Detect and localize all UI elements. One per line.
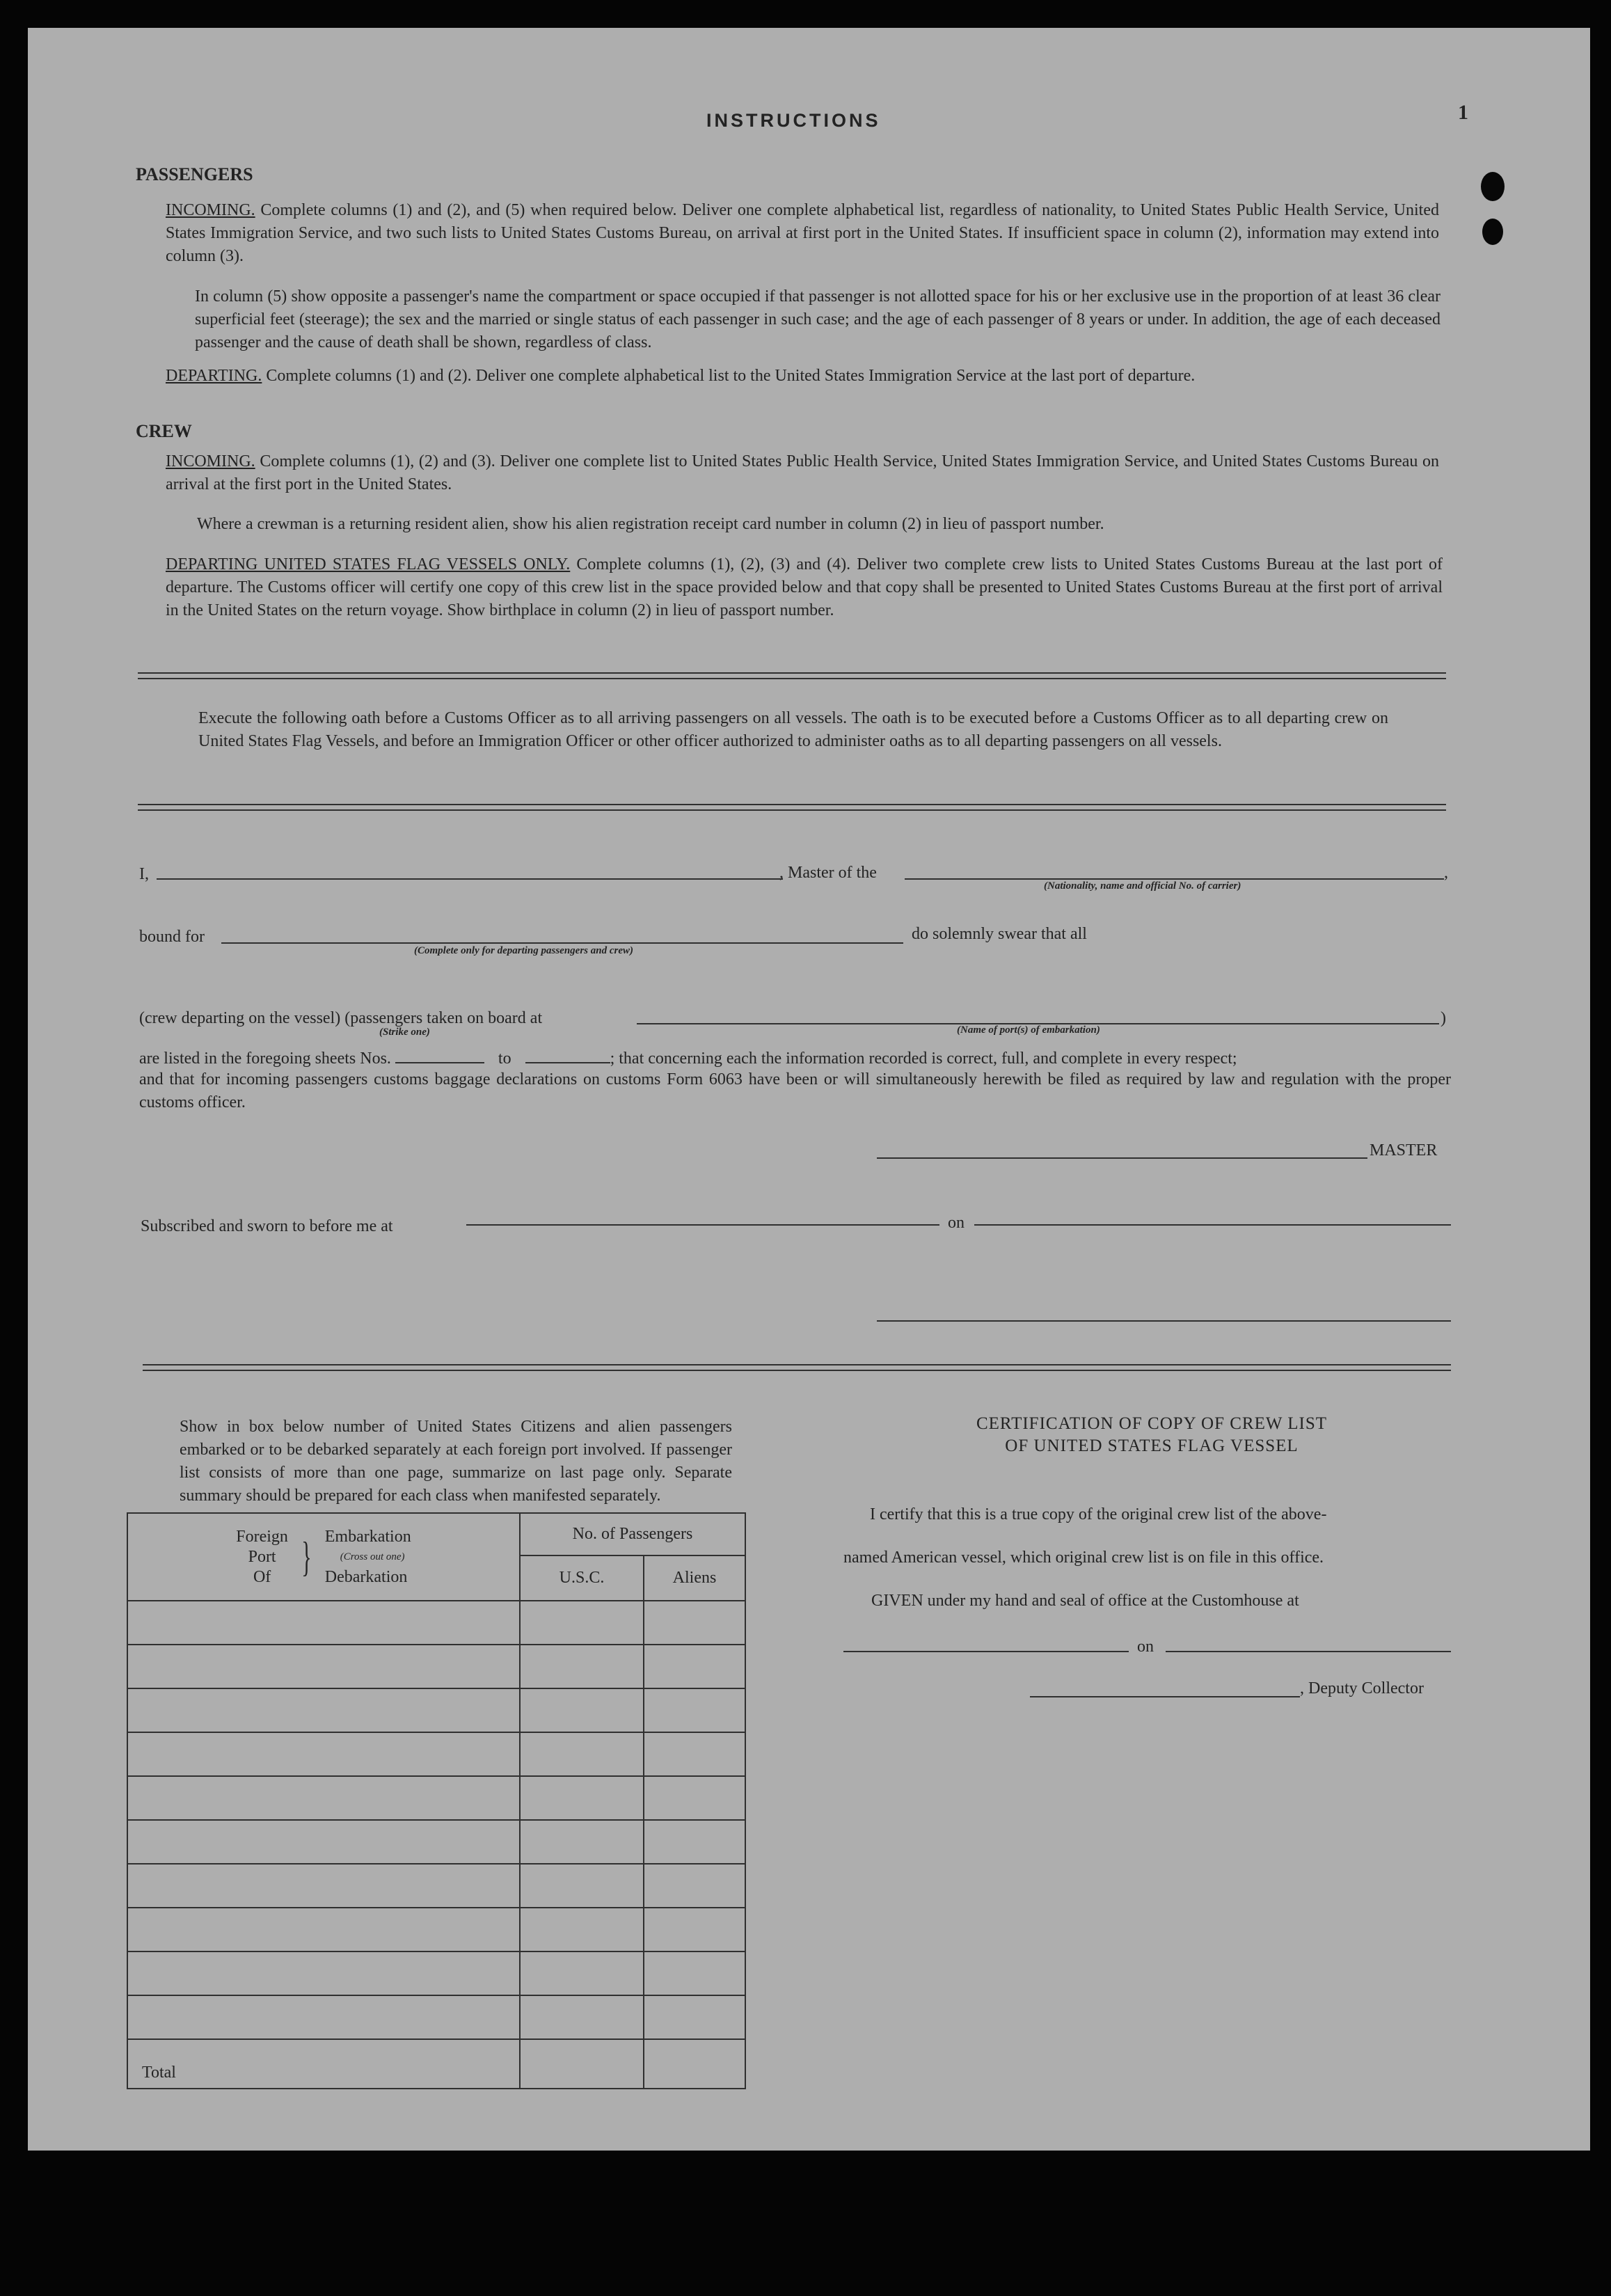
crew-heading: CREW (136, 421, 192, 441)
solemnly-swear-text: do solemnly swear that all (912, 925, 1087, 943)
table-row (127, 1995, 745, 2039)
of-label: Of (253, 1567, 271, 1586)
section-divider-3 (143, 1364, 1451, 1371)
passengers-incoming-label: INCOMING. (166, 201, 255, 219)
passenger-summary-table (127, 1512, 746, 2089)
total-aliens-cell[interactable] (644, 2039, 745, 2089)
port-cell[interactable] (127, 1601, 520, 1645)
master-name-field[interactable] (157, 878, 783, 880)
debarkation-label: Debarkation (324, 1567, 408, 1586)
port-cell[interactable] (127, 1995, 520, 2039)
certification-on-label: on (1137, 1638, 1154, 1656)
table-row (127, 1951, 745, 1995)
sworn-on-label: on (948, 1214, 965, 1232)
crew-departing-paragraph (166, 553, 1443, 622)
ports-caption: (Name of port(s) of embarkation) (957, 1024, 1100, 1036)
bound-for-label: bound for (139, 928, 205, 946)
carrier-caption: (Nationality, name and official No. of carrier) (1044, 880, 1241, 892)
sheets-to-field[interactable] (525, 1047, 610, 1063)
aliens-cell[interactable] (644, 1908, 745, 1951)
master-signature-field[interactable] (877, 1157, 1367, 1159)
certify-line2: named American vessel, which original crew list is on file in this office. (843, 1549, 1324, 1567)
crew-departing-text: Complete columns (1), (2), (3) and (4). Deliver two complete crew lists to United States Customs Bureau at the last port of departure. The Customs officer will certify one copy of this crew list in the space provided below and that copy shall be presented to United States Customs Bureau at the first port of arrival in the United States on the return voyage. Show birthplace in column (2) in lieu of passport number. (166, 555, 1443, 619)
table-row (127, 1908, 745, 1951)
certification-title (856, 1413, 1447, 1457)
certification-date-field[interactable] (1166, 1651, 1451, 1652)
port-cell[interactable] (127, 1645, 520, 1688)
cross-out-caption: (Cross out one) (340, 1551, 405, 1562)
oath-i-label: I, (139, 865, 149, 883)
ink-blot-bottom (1482, 219, 1503, 245)
port-cell[interactable] (127, 1908, 520, 1951)
port-cell[interactable] (127, 1864, 520, 1908)
usc-cell[interactable] (520, 1732, 644, 1776)
aliens-cell[interactable] (644, 1951, 745, 1995)
crew-departing-label: DEPARTING UNITED STATES FLAG VESSELS ONLY. (166, 555, 571, 573)
table-row (127, 1688, 745, 1732)
crew-incoming-text: Complete columns (1), (2) and (3). Deliver one complete list to United States Public Health Service, United States Immigration Service, and United States Customs Bureau on arrival at the first port in the United States. (166, 452, 1440, 493)
certify-line1: I certify that this is a true copy of the original crew list of the above- (870, 1505, 1327, 1523)
sheets-from-field[interactable] (395, 1047, 484, 1063)
sheets-to-label: to (498, 1050, 511, 1068)
bracket-glyph: } (301, 1534, 312, 1580)
bound-for-field[interactable] (221, 942, 903, 944)
aliens-cell[interactable] (644, 1995, 745, 2039)
crew-incoming-label: INCOMING. (166, 452, 255, 470)
crew-incoming-paragraph (166, 450, 1439, 496)
given-line: GIVEN under my hand and seal of office at the Customhouse at (871, 1592, 1299, 1610)
crew-resident-paragraph: Where a crewman is a returning resident alien, show his alien registration receipt card number in column (2) in lieu of passport number. (197, 515, 1104, 533)
aliens-header: Aliens (644, 1555, 745, 1601)
port-cell[interactable] (127, 1820, 520, 1864)
port-cell[interactable] (127, 1688, 520, 1732)
page-title: INSTRUCTIONS (706, 110, 881, 131)
passengers-departing-text: Complete columns (1) and (2). Deliver one complete alphabetical list to the United States Immigration Service at the last port of departure. (266, 367, 1196, 385)
aliens-cell[interactable] (644, 1645, 745, 1688)
certification-title-line1: CERTIFICATION OF COPY OF CREW LIST (976, 1414, 1328, 1433)
port-header-cell (127, 1513, 520, 1601)
bound-for-caption: (Complete only for departing passengers and crew) (414, 945, 633, 956)
port-cell[interactable] (127, 1732, 520, 1776)
passengers-incoming-paragraph (166, 199, 1439, 268)
crew-passengers-text: (crew departing on the vessel) (passengers taken on board at (139, 1009, 543, 1027)
ink-blot-top (1481, 172, 1505, 201)
section-divider-1 (138, 672, 1446, 679)
carrier-comma: , (1444, 864, 1448, 882)
usc-cell[interactable] (520, 1601, 644, 1645)
no-of-passengers-header: No. of Passengers (520, 1513, 745, 1555)
summary-header-row (127, 1513, 745, 1555)
table-row (127, 1645, 745, 1688)
table-row (127, 1776, 745, 1820)
customhouse-field[interactable] (843, 1651, 1129, 1652)
foreign-label: Foreign (236, 1527, 288, 1546)
aliens-cell[interactable] (644, 1776, 745, 1820)
usc-cell[interactable] (520, 1645, 644, 1688)
passengers-column5-paragraph: In column (5) show opposite a passenger's name the compartment or space occupied if that passenger is not allotted space for his or her exclusive use in the proportion of at least 36 clear superficial feet (steerage); the sex and the married or single status of each passenger in such case; and the age of each passenger of 8 years or under. In addition, the age of each deceased passenger and the cause of death shall be shown, regardless of class. (195, 287, 1441, 351)
sworn-date-field[interactable] (974, 1224, 1451, 1226)
sheets-prefix: are listed in the foregoing sheets Nos. (139, 1050, 391, 1068)
usc-cell[interactable] (520, 1776, 644, 1820)
passengers-departing-paragraph (166, 365, 1443, 388)
usc-cell[interactable] (520, 1688, 644, 1732)
master-label: MASTER (1370, 1141, 1438, 1159)
embarkation-close-paren: ) (1441, 1009, 1446, 1027)
page-number: 1 (1458, 101, 1468, 124)
sworn-place-field[interactable] (466, 1224, 939, 1226)
aliens-cell[interactable] (644, 1688, 745, 1732)
total-label: Total (127, 2039, 520, 2089)
usc-cell[interactable] (520, 1995, 644, 2039)
table-row (127, 1601, 745, 1645)
strike-one-caption: (Strike one) (379, 1027, 430, 1038)
passengers-departing-label: DEPARTING. (166, 367, 262, 385)
port-cell[interactable] (127, 1951, 520, 1995)
embarkation-label: Embarkation (324, 1527, 411, 1546)
deputy-collector-signature-field[interactable] (1030, 1696, 1300, 1697)
aliens-cell[interactable] (644, 1864, 745, 1908)
deputy-collector-label: , Deputy Collector (1300, 1679, 1424, 1697)
passengers-incoming-text: Complete columns (1) and (2), and (5) when required below. Deliver one complete alphabetical list, regardless of nationality, to United States Public Health Service, United States Immigration Service, and two such lists to United States Customs Bureau, on arrival at first port in the United States. If insufficient space in column (2), information may extend into column (3). (166, 201, 1440, 265)
oath-intro: Execute the following oath before a Customs Officer as to all arriving passengers on all vessels. The oath is to be executed before a Customs Officer as to all departing crew on United States Flag Vessels, and before an Immigration Officer or other officer authorized to administer oaths as to all departing passengers on all vessels. (198, 709, 1388, 750)
sheets-suffix: ; that concerning each the information recorded is correct, full, and complete in every respect; (610, 1050, 1237, 1068)
subscribed-label: Subscribed and sworn to before me at (141, 1217, 393, 1235)
passengers-heading: PASSENGERS (136, 164, 253, 184)
usc-header: U.S.C. (520, 1555, 644, 1601)
aliens-cell[interactable] (644, 1601, 745, 1645)
total-usc-cell[interactable] (520, 2039, 644, 2089)
table-row (127, 1732, 745, 1776)
sheets-line (139, 1047, 1454, 1070)
aliens-cell[interactable] (644, 1732, 745, 1776)
summary-instructions: Show in box below number of United States Citizens and alien passengers embarked or to be debarked separately at each foreign port involved. If passenger list consists of more than one page, summarize on last page only. Separate summary should be prepared for each class when manifested separately. (180, 1418, 732, 1505)
table-row (127, 1820, 745, 1864)
official-signature-field[interactable] (877, 1320, 1451, 1322)
usc-cell[interactable] (520, 1951, 644, 1995)
aliens-cell[interactable] (644, 1820, 745, 1864)
table-row (127, 1864, 745, 1908)
usc-cell[interactable] (520, 1820, 644, 1864)
usc-cell[interactable] (520, 1864, 644, 1908)
port-label: Port (248, 1547, 276, 1566)
total-row (127, 2039, 745, 2089)
certification-title-line2: OF UNITED STATES FLAG VESSEL (1005, 1436, 1299, 1455)
usc-cell[interactable] (520, 1908, 644, 1951)
master-of-the-label: , Master of the (779, 864, 877, 882)
baggage-text: and that for incoming passengers customs baggage declarations on customs Form 6063 have been or will simultaneously herewith be filed as required by law and regulation with the proper customs officer. (139, 1070, 1451, 1111)
port-cell[interactable] (127, 1776, 520, 1820)
section-divider-2 (138, 804, 1446, 811)
carrier-field[interactable] (905, 878, 1444, 880)
